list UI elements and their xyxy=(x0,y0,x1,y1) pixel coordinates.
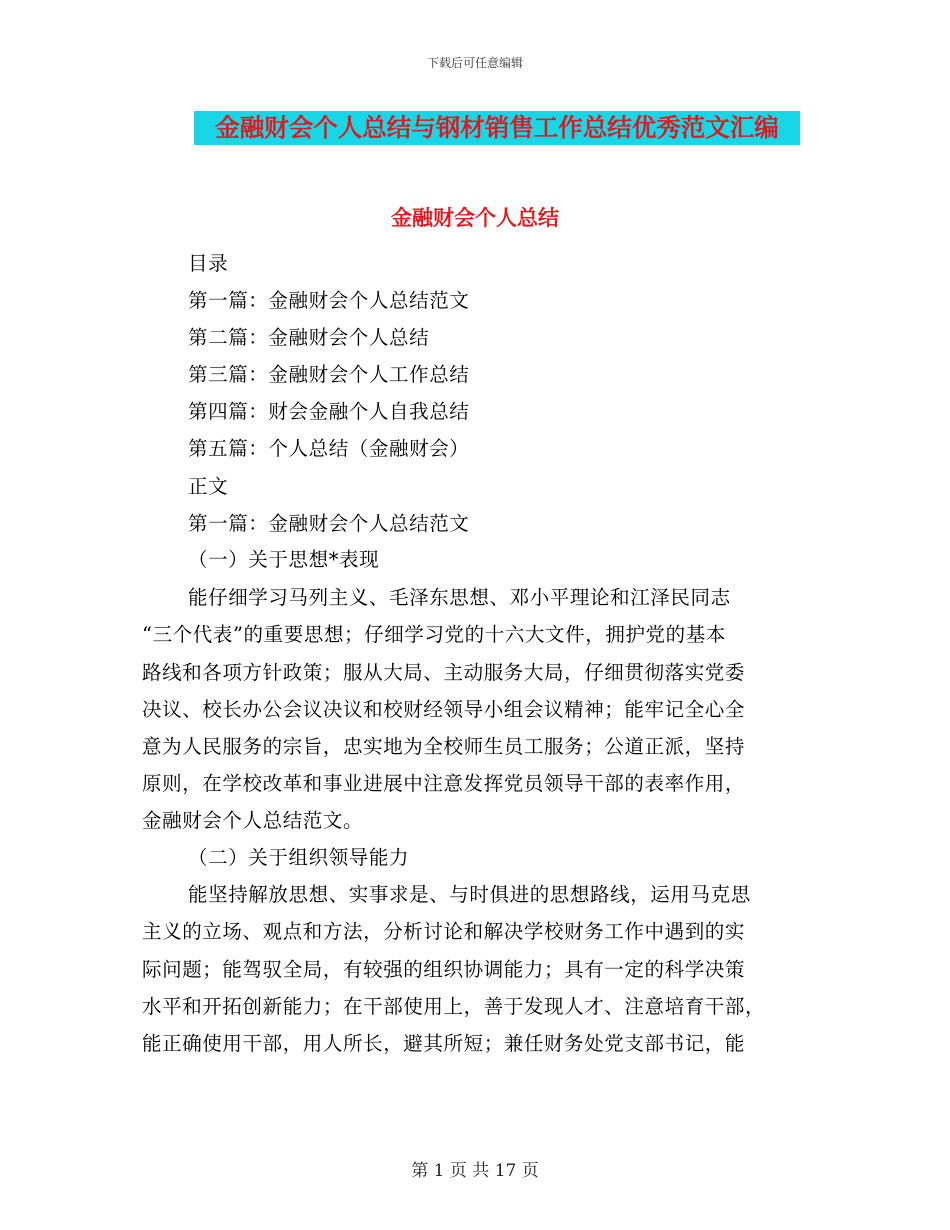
header-note: 下载后可任意编辑 xyxy=(426,56,523,70)
section-heading: （二）关于组织领导能力 xyxy=(188,846,410,869)
paragraph-line: “三个代表”的重要思想；仔细学习党的十六大文件，拥护党的基本 xyxy=(142,623,726,646)
paragraph-line: 能正确使用干部，用人所长，避其所短；兼任财务处党支部书记，能 xyxy=(142,1032,746,1055)
chapter-heading: 第一篇：金融财会个人总结范文 xyxy=(188,512,470,535)
paragraph-line: 际问题；能驾驭全局，有较强的组织协调能力；具有一定的科学决策 xyxy=(142,958,746,981)
section-heading: （一）关于思想*表现 xyxy=(188,548,380,571)
paragraph-line: 水平和开拓创新能力；在干部使用上，善于发现人才、注意培育干部， xyxy=(142,995,766,1018)
toc-heading: 目录 xyxy=(188,252,229,275)
paragraph-line: 能仔细学习马列主义、毛泽东思想、邓小平理论和江泽民同志 xyxy=(188,586,731,609)
toc-item: 第二篇：金融财会个人总结 xyxy=(188,326,430,349)
paragraph-line: 路线和各项方针政策；服从大局、主动服务大局，仔细贯彻落实党委 xyxy=(142,661,746,684)
section-title: 金融财会个人总结 xyxy=(391,205,559,230)
toc-item: 第五篇：个人总结（金融财会） xyxy=(188,437,470,460)
paragraph-line: 金融财会个人总结范文。 xyxy=(142,809,364,832)
document-title: 金融财会个人总结与钢材销售工作总结优秀范文汇编 xyxy=(194,111,800,145)
paragraph-line: 决议、校长办公会议决议和校财经领导小组会议精神；能牢记全心全 xyxy=(142,698,746,721)
toc-item: 第四篇：财会金融个人自我总结 xyxy=(188,400,470,423)
toc-item: 第一篇：金融财会个人总结范文 xyxy=(188,289,470,312)
paragraph-line: 主义的立场、观点和方法，分析讨论和解决学校财务工作中遇到的实 xyxy=(142,920,746,943)
toc-item: 第三篇：金融财会个人工作总结 xyxy=(188,363,470,386)
paragraph-line: 意为人民服务的宗旨，忠实地为全校师生员工服务；公道正派，坚持 xyxy=(142,735,746,758)
page-number: 第 1 页 共 17 页 xyxy=(411,1161,539,1181)
paragraph-line: 能坚持解放思想、实事求是、与时俱进的思想路线，运用马克思 xyxy=(188,883,751,906)
paragraph-line: 原则，在学校改革和事业进展中注意发挥党员领导干部的表率作用， xyxy=(142,772,746,795)
body-heading: 正文 xyxy=(188,475,229,498)
